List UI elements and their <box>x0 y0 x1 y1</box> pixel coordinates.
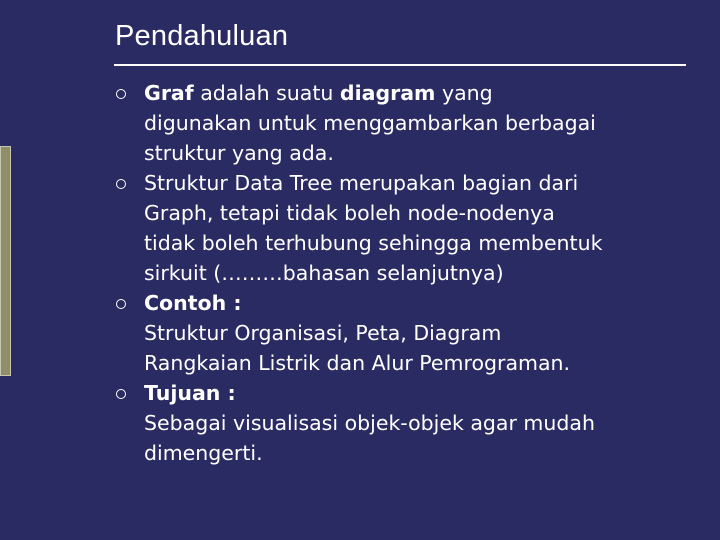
bullet-line <box>144 78 696 108</box>
title-divider <box>114 64 686 66</box>
bullet-line <box>144 348 696 378</box>
text-segment: sirkuit (………bahasan selanjutnya) <box>144 261 504 285</box>
text-segment: dimengerti. <box>144 441 263 465</box>
text-segment: Graph, tetapi tidak boleh node-nodenya <box>144 201 555 225</box>
bold-text: Graf <box>144 81 194 105</box>
text-segment: Rangkaian Listrik dan Alur Pemrograman. <box>144 351 571 375</box>
text-segment: struktur yang ada. <box>144 141 334 165</box>
bullet-marker-icon <box>116 89 126 99</box>
bullet-line <box>144 168 696 198</box>
bullet-line <box>144 378 696 408</box>
bold-text: Contoh : <box>144 291 242 315</box>
bullet-line <box>144 228 696 258</box>
bullet-line <box>144 288 696 318</box>
text-segment: adalah suatu <box>193 81 340 105</box>
bullet-list <box>116 78 696 468</box>
text-segment: Struktur Data Tree merupakan bagian dari <box>144 171 579 195</box>
bullet-line <box>144 198 696 228</box>
bold-text: Tujuan : <box>144 381 236 405</box>
slide-title: Pendahuluan <box>115 20 289 52</box>
bullet-line <box>144 138 696 168</box>
text-segment: tidak boleh terhubung sehingga membentuk <box>144 231 603 255</box>
bullet-marker-icon <box>116 179 126 189</box>
text-segment: yang <box>435 81 493 105</box>
bullet-item <box>116 168 696 288</box>
bullet-marker-icon <box>116 299 126 309</box>
bullet-line <box>144 318 696 348</box>
bullet-line <box>144 408 696 438</box>
bold-text: diagram <box>339 81 436 105</box>
text-segment: Sebagai visualisasi objek-objek agar mudah <box>144 411 595 435</box>
bullet-item <box>116 288 696 378</box>
bullet-item <box>116 78 696 168</box>
bullet-item <box>116 378 696 468</box>
bullet-line <box>144 108 696 138</box>
text-segment: digunakan untuk menggambarkan berbagai <box>144 111 596 135</box>
bullet-marker-icon <box>116 389 126 399</box>
text-segment: Struktur Organisasi, Peta, Diagram <box>144 321 502 345</box>
bullet-line <box>144 258 696 288</box>
side-accent-bar <box>0 146 11 376</box>
bullet-line <box>144 438 696 468</box>
